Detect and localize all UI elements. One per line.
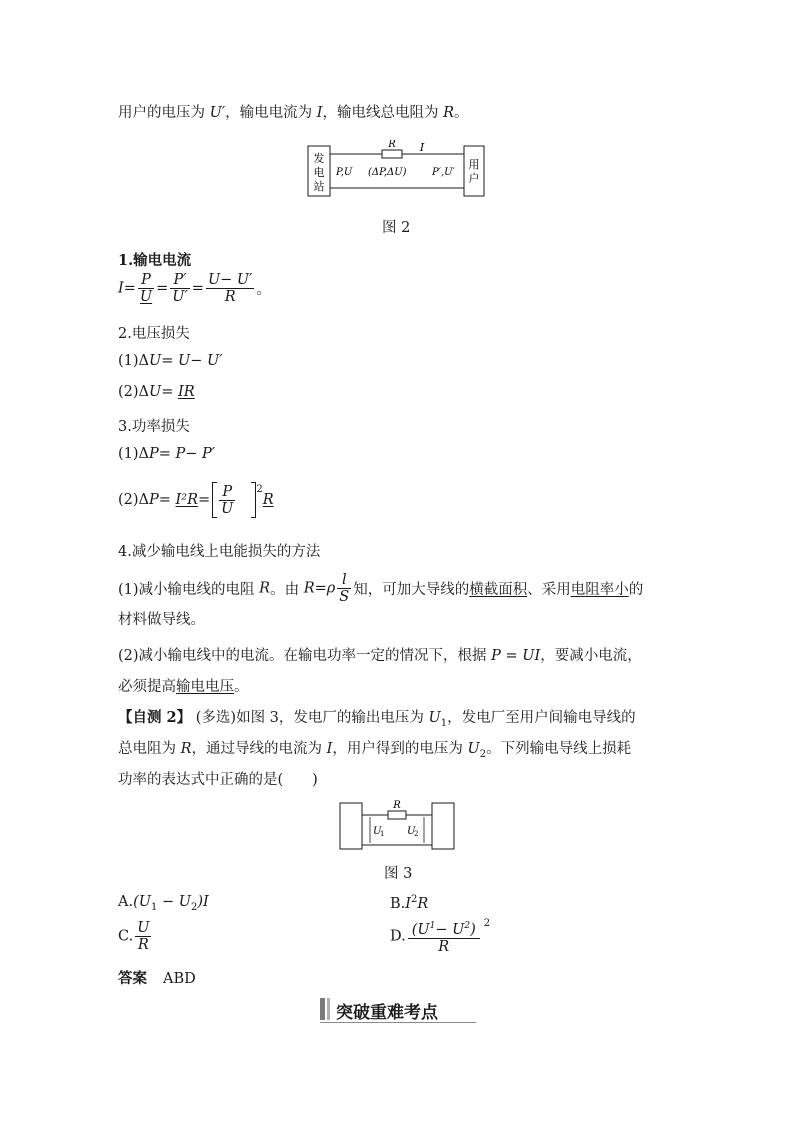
fig2-left-label: P,U — [336, 167, 353, 178]
figure-3-caption: 图 3 — [384, 866, 413, 882]
figure-2-circuit — [306, 140, 486, 200]
fraction-voltage-diff-squared-over-r: $\frac{(U^1- U^2)}{R}$ — [408, 918, 480, 955]
method-1-line-1: (1)减小输电线的电阻 R。由 R=ρ $\frac{l}{S}$ 知，可加大导线的横截面积、采用电阻率小的 — [118, 572, 644, 605]
intro-line: 用户的电压为 U′，输电电流为 I，输电线总电阻为 R。 — [118, 105, 469, 121]
question-line-1: 【自测 2】 (多选)如图 3，发电厂的输出电压为 $U_1$，发电厂至用户间输电导线的 — [118, 709, 636, 729]
plant-box — [340, 803, 362, 849]
voltage-loss-line-1: (1)ΔU= U− U′ — [118, 353, 223, 369]
fraction-p-prime-over-u-prime: $\frac{P'}{U'}$ — [172, 272, 188, 305]
fig2-resistor-label: R — [388, 140, 396, 150]
figure-2-caption: 图 2 — [382, 220, 411, 236]
fig2-mid-label: (ΔP,ΔU) — [368, 167, 407, 178]
section-heading — [320, 996, 476, 1023]
method-2-line-2: 必须提高输电电压。 — [118, 679, 249, 695]
fraction-l-over-s: $\frac{l}{S}$ — [339, 572, 350, 605]
fig2-right-box-char-2: 户 — [468, 172, 480, 185]
fig2-left-box-char-1: 发 — [313, 152, 325, 165]
fig3-u2-sub: 2 — [414, 830, 419, 838]
option-b[interactable]: $B.I^2R$ — [390, 894, 429, 912]
power-loss-line-1: (1)ΔP= P− P′ — [118, 446, 216, 462]
fig2-right-label: P′,U′ — [432, 167, 455, 178]
heading-bar-icon — [327, 998, 330, 1020]
fraction-p-over-u-squared: $\frac{P}{U}$ — [221, 483, 234, 517]
bracket-open — [212, 482, 217, 518]
section-2-title: 2.电压损失 — [118, 326, 190, 342]
figure-3-circuit — [338, 797, 458, 851]
consumer-box — [432, 803, 454, 849]
fraction-p-over-u: $\frac{P}{U}$ — [139, 272, 153, 305]
power-loss-line-2: (2)ΔP= I²R= $\frac{P}{U}$ $^2$R — [118, 483, 274, 517]
fig2-right-box-char-1: 用 — [468, 158, 480, 171]
fig2-left-box-char-3: 站 — [313, 180, 325, 193]
fig3-u1-label: U — [373, 826, 382, 837]
fig3-u2-label: U — [407, 826, 416, 837]
section-3-title: 3.功率损失 — [118, 419, 190, 435]
question-line-2: 总电阻为 R，通过导线的电流为 I，用户得到的电压为 $U_2$。下列输电导线上损耗 — [118, 741, 632, 760]
fig3-u1-sub: 1 — [380, 830, 385, 838]
fig2-current-label: I — [419, 141, 425, 154]
user-box — [464, 146, 484, 196]
option-a[interactable]: $A.(U_1 - U_2)I$ — [118, 894, 209, 913]
section-1-title: 1.输电电流 — [118, 252, 192, 269]
fig3-resistor-label: R — [393, 800, 401, 811]
answer-line: 答案 ABD — [118, 970, 196, 987]
voltage-loss-line-2: (2)ΔU= IR — [118, 384, 195, 400]
method-2-line-1: (2)减小输电线中的电流。在输电功率一定的情况下，根据 P = UI，要减小电流， — [118, 648, 642, 664]
option-c[interactable]: C. $\frac{U}{R}$ — [118, 920, 150, 953]
resistor-symbol — [382, 150, 402, 158]
fig3-resistor-symbol — [388, 811, 406, 819]
heading-bar-icon — [320, 998, 325, 1020]
current-equation: I= $\frac{P}{U}$ = $\frac{P'}{U'}$ = $\frac{U- U'}{R}$ 。 — [118, 272, 271, 305]
fraction-voltage-drop-over-r: $\frac{U- U'}{R}$ — [207, 272, 253, 305]
fraction-u-over-r: $\frac{U}{R}$ — [137, 920, 150, 953]
question-line-3: 功率的表达式中正确的是( ) — [118, 772, 318, 788]
fig2-left-box-char-2: 电 — [313, 166, 325, 179]
section-heading-text: 突破重难考点 — [336, 1003, 438, 1023]
option-d[interactable]: D. $\frac{(U^1- U^2)}{R}$ $^2$ — [390, 918, 491, 955]
section-4-title: 4.减少输电线上电能损失的方法 — [118, 544, 321, 560]
method-1-line-2: 材料做导线。 — [118, 612, 205, 628]
